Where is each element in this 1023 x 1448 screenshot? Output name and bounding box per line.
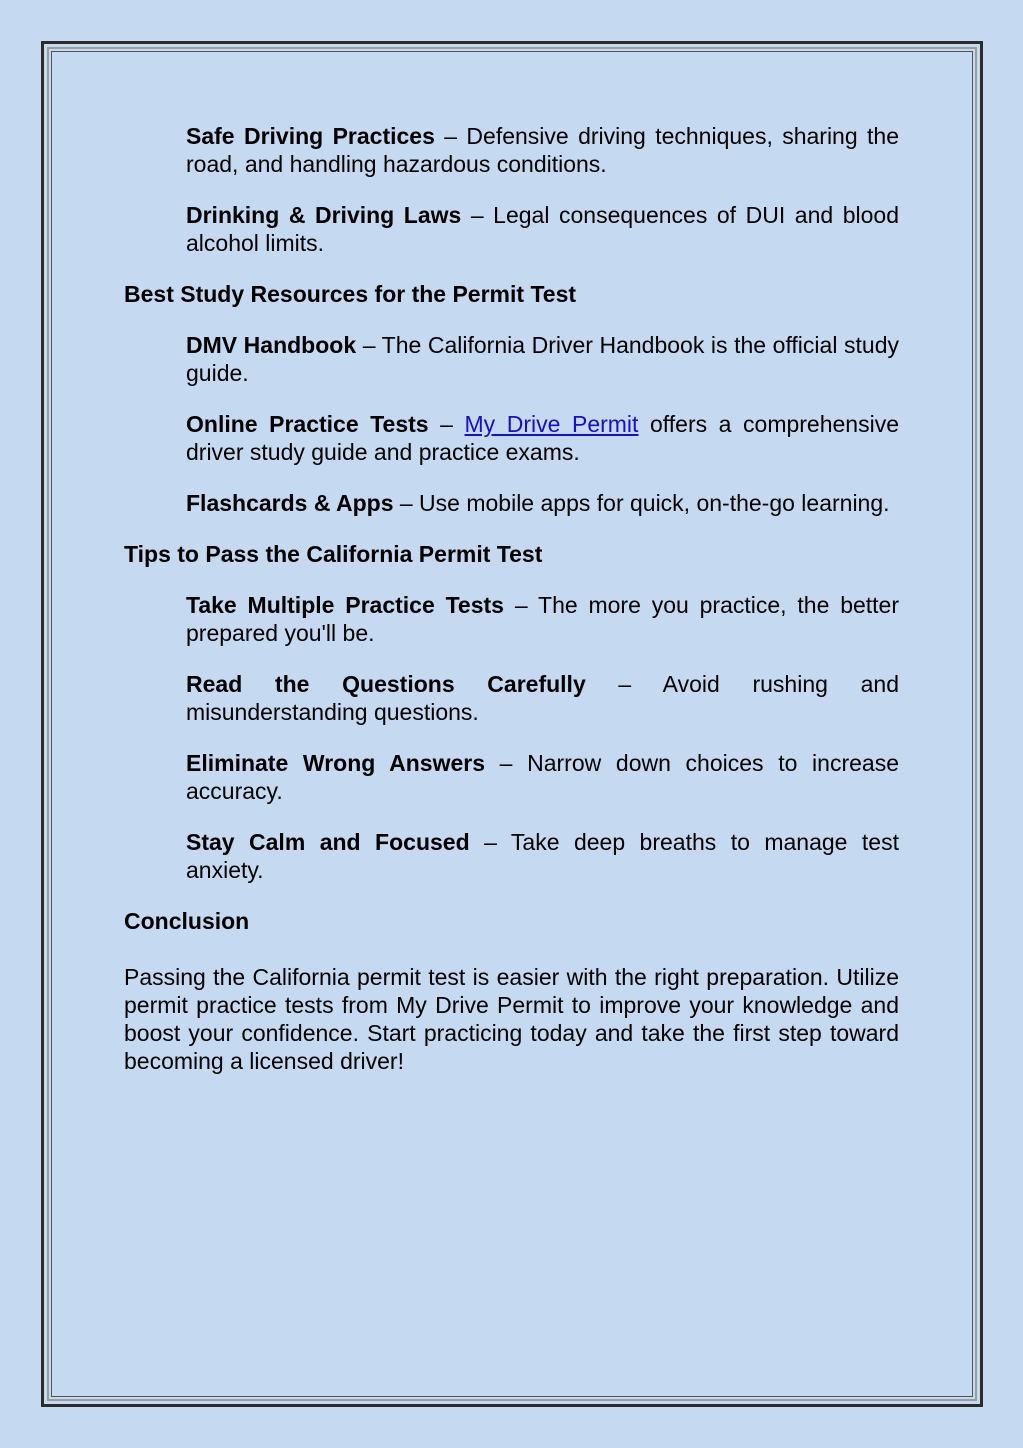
item-text: offers a comprehensive driver study guide and practice exams. xyxy=(186,411,900,465)
item-drinking-driving xyxy=(186,201,899,257)
heading-conclusion: Conclusion xyxy=(124,908,250,934)
item-tip-practice xyxy=(186,591,899,647)
item-title: Flashcards & Apps xyxy=(186,490,394,516)
item-title: Safe Driving Practices xyxy=(186,123,435,149)
item-dash: – xyxy=(428,411,465,437)
item-safe-driving xyxy=(186,122,899,178)
item-tip-eliminate xyxy=(186,749,899,805)
my-drive-permit-link[interactable]: My Drive Permit xyxy=(464,411,639,437)
item-text: – Use mobile apps for quick, on-the-go learning. xyxy=(393,490,890,516)
item-dmv-handbook xyxy=(186,331,899,387)
item-text: – Narrow down choices to increase accuracy. xyxy=(186,750,899,804)
document-body xyxy=(124,122,899,1075)
item-title: DMV Handbook xyxy=(186,332,357,358)
item-title: Eliminate Wrong Answers xyxy=(186,750,485,776)
item-text: – The California Driver Handbook is the official study guide. xyxy=(186,332,899,386)
heading-tips: Tips to Pass the California Permit Test xyxy=(124,541,543,567)
conclusion-paragraph: Passing the California permit test is easier with the right preparation. Utilize permit practice tests from My Drive Permit to improve your knowledge and boost your confidence. Start practicing today and take the first step toward becoming a licensed driver! xyxy=(124,964,899,1074)
item-text: – Legal consequences of DUI and blood alcohol limits. xyxy=(186,202,899,256)
item-title: Stay Calm and Focused xyxy=(186,829,470,855)
item-tip-calm xyxy=(186,828,899,884)
item-online-practice xyxy=(186,410,899,466)
item-text: – Avoid rushing and misunderstanding questions. xyxy=(186,671,899,725)
item-text: – The more you practice, the better prepared you'll be. xyxy=(186,592,900,646)
item-text: – Defensive driving techniques, sharing the road, and handling hazardous conditions. xyxy=(186,123,899,177)
item-title: Online Practice Tests xyxy=(186,411,429,437)
item-title: Drinking & Driving Laws xyxy=(186,202,462,228)
item-title: Read the Questions Carefully xyxy=(186,671,586,697)
item-tip-read xyxy=(186,670,899,726)
item-flashcards xyxy=(186,489,899,517)
item-title: Take Multiple Practice Tests xyxy=(186,592,504,618)
item-text: – Take deep breaths to manage test anxiety. xyxy=(186,829,899,883)
heading-study-resources: Best Study Resources for the Permit Test xyxy=(124,281,577,307)
